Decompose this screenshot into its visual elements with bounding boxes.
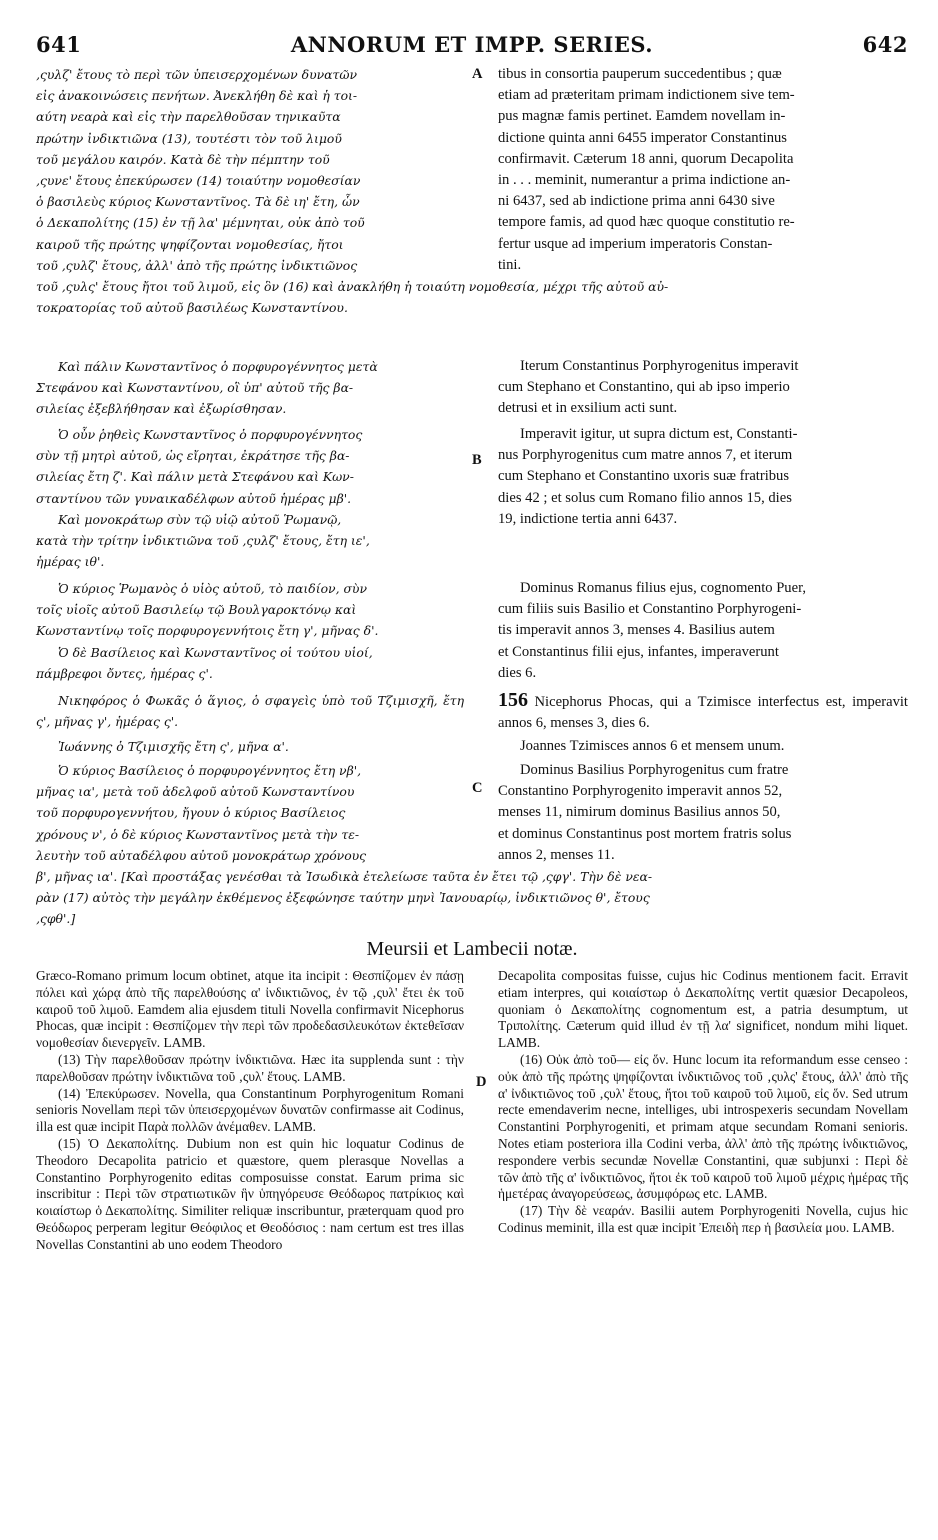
greek-line: πάμβρεφοι ὄντες, ἡμέρας ς'. <box>36 665 213 681</box>
greek-line: ὁ Δεκαπολίτης (15) ἐν τῇ λα' μέμνηται, οὐκ ἀπὸ τοῦ <box>36 215 365 231</box>
greek-line: ‚ςφθ'.] <box>36 911 76 927</box>
section-romanus-puer <box>36 578 908 690</box>
latin-line: dies 42 ; et solus cum Romano filio annos 15, dies <box>498 489 792 506</box>
greek-line: εἰς ἀνακοινώσεις πενήτων. Ἀνεκλήθη δὲ καὶ ἡ τοι- <box>36 88 358 104</box>
section-basil-constantine <box>36 760 908 938</box>
greek-line: ἡμέρας ιθ'. <box>36 554 105 570</box>
latin-column <box>498 760 908 866</box>
latin-column <box>498 356 908 420</box>
page <box>36 32 908 1494</box>
section-nicephorus <box>36 690 908 736</box>
latin-column <box>498 424 908 530</box>
greek-line: σταντίνου τῶν γυναικαδέλφων αὐτοῦ ἡμέρας μβ'. <box>36 490 352 506</box>
greek-column <box>36 578 464 684</box>
greek-line: τοῦ ‚ςυλς' ἔτους ἤτοι τοῦ λιμοῦ, εἰς ὃν (16) καὶ ἀνακλήθη ἡ τοιαύτη νομοθεσία, μέχρι τῆς αὐτοῦ αὐ- <box>36 279 669 294</box>
greek-line: τοῦ μεγάλου καιρόν. Κατὰ δὲ τὴν πέμπτην τοῦ <box>36 151 330 167</box>
latin-line: Dominus Basilius Porphyrogenitus cum fratre <box>520 762 789 778</box>
latin-line: tis imperavit annos 3, menses 4. Basilius autem <box>498 622 775 639</box>
margin-marker-d: D <box>476 1074 487 1090</box>
latin-line: tini. <box>498 256 522 273</box>
margin-marker-b: B <box>472 452 482 468</box>
greek-line: ρὰν (17) αὐτὸς τὴν μεγάλην ἐκθέμενος ἐξεφώνησε ταύτην μηνὶ Ἰανουαρίῳ, ἰνδικτιῶνος θ', ἔτους <box>36 890 650 906</box>
greek-line: σιλείας ἔτη ζ'. Καὶ πάλιν μετὰ Στεφάνου καὶ Κων- <box>36 469 354 485</box>
greek-line: πρώτην ἰνδικτιῶνα (13), τουτέστι τὸν τοῦ λιμοῦ <box>36 130 342 146</box>
latin-line: Iterum Constantinus Porphyrogenitus imperavit <box>520 358 799 374</box>
section-number-156: 156 <box>498 689 528 711</box>
greek-line: χρόνους ν', ὁ δὲ κύριος Κωνσταντῖνος μετὰ τὴν τε- <box>36 826 360 842</box>
note-paragraph: Decapolita compositas fuisse, cujus hic Codinus mentionem facit. Erravit etiam interpres, qui κοιαίστωρ ὁ Δεκαπολίτης vertit quæsior Decapoleos, quoniam ὁ Δεκαπολίτης cognomentum est, a patria desumptum, ut Τριπολίτης. Cæterum quid illud ἐν τῇ λα' significet, nondum mihi liquet. LAMB. <box>498 968 908 1051</box>
notes-right-column <box>498 968 908 1237</box>
greek-line: Ὁ κύριος Ῥωμανὸς ὁ υἱὸς αὐτοῦ, τὸ παιδίον, σὺν <box>58 581 367 596</box>
note-17: (17) Τὴν δὲ νεαράν. Basilii autem Porphyrogeniti Novella, cujus hic Codinus meminit, illa est quæ incipit Ἐπειδὴ περ ἡ βασιλεία μου. LAMB. <box>498 1203 908 1235</box>
greek-line: τοῖς υἱοῖς αὐτοῦ Βασιλείῳ τῷ Βουλγαροκτόνῳ καὶ <box>36 602 357 618</box>
greek-wide-line <box>36 276 908 318</box>
latin-column <box>498 64 908 276</box>
latin-line: nus Porphyrogenitus cum matre annos 7, et iterum <box>498 447 793 464</box>
latin-column <box>498 578 908 684</box>
latin-line: annos 2, menses 11. <box>498 846 615 863</box>
greek-line: αύτη νεαρὰ καὶ εἰς τὴν παρελθοῦσαν τηνικαῦτα <box>36 109 341 125</box>
greek-column <box>36 760 464 866</box>
greek-column: Ἰωάννης ὁ Τζιμισχῆς ἔτη ς', μῆνα α'. <box>58 739 289 754</box>
latin-line: tibus in consortia pauperum succedentibus ; quæ <box>498 66 782 82</box>
greek-line: σὺν τῇ μητρὶ αὐτοῦ, ὡς εἴρηται, ἐκράτησε τῆς βα- <box>36 448 350 464</box>
latin-line: menses 11, nimirum dominus Basilius annos 50, <box>498 804 781 821</box>
note-15: (15) Ὁ Δεκαπολίτης. Dubium non est quin hic loquatur Codinus de Theodoro Decapolita patricio et quæstore, quem plerasque Novellas a Constantino Porphyrogenito editas composuisse constat. Earum prima sic inscribitur : Περὶ τῶν στρατιωτικῶν ἣν ὑπηγόρευσε Θεόδωρος πατρίκιος καὶ κοιαίστωρ ὁ Δεκαπολίτης. Similiter reliquæ inscribuntur, præterquam quod pro Θεόδωρος perperam legitur Θεόφιλος et Θεοδόσιος : nam certum est tres illas Novellas Constantini ab uno eodem Theodoro <box>36 1135 464 1252</box>
greek-line: σιλείας ἐξεβλήθησαν καὶ ἐξωρίσθησαν. <box>36 401 287 417</box>
greek-line: μῆνας ια', μετὰ τοῦ ἀδελφοῦ αὐτοῦ Κωνσταντίνου <box>36 784 355 800</box>
note-13: (13) Τὴν παρελθοῦσαν πρώτην ἰνδικτιῶνα. Hæc ita supplenda sunt : τὴν παρελθοῦσαν πρώτην ἰνδικτιῶνα τοῦ ‚ςυλ' ἔτους. LAMB. <box>36 1051 464 1084</box>
running-head <box>36 32 908 60</box>
notes-title: Meursii et Lambecii notæ. <box>366 938 578 960</box>
greek-line: ὁ βασιλεὺς κύριος Κωνσταντῖνος. Τὰ δὲ ιη' ἔτη, ὧν <box>36 194 360 210</box>
latin-line: tempore famis, ad quod hæc quoque constitutio re- <box>498 214 795 231</box>
latin-line: confirmavit. Cæterum 18 anni, quorum Decapolita <box>498 150 794 167</box>
greek-line: Κωνσταντίνῳ τοῖς πορφυρογεννήτοις ἔτη γ', μῆνας δ'. <box>36 623 379 639</box>
page-number-right: 642 <box>862 32 908 57</box>
greek-line: β', μῆνας ια'. [Καὶ προστάξας γενέσθαι τὰ Ἰσωδικὰ ἐτελείωσε ταῦτα ἐν ἔτει τῷ ‚ςφγ'. Τὴν δὲ νεα- <box>36 869 653 884</box>
greek-column <box>36 64 464 276</box>
latin-line: fertur usque ad imperium imperatoris Constan- <box>498 235 773 252</box>
section-constantine-reign <box>36 424 908 578</box>
latin-line: Imperavit igitur, ut supra dictum est, Constanti- <box>520 426 798 442</box>
greek-line: κατὰ τὴν τρίτην ἰνδικτιῶνα τοῦ ‚ςυλζ' ἔτους, ἔτη ιε', <box>36 533 370 549</box>
latin-column: Joannes Tzimisces annos 6 et mensem unum. <box>520 738 785 754</box>
notes-left-column <box>36 968 464 1254</box>
greek-line: Καὶ πάλιν Κωνσταντῖνος ὁ πορφυρογέννητος μετὰ <box>58 359 378 374</box>
latin-line: dictione quinta anni 6455 imperator Constantinus <box>498 129 787 146</box>
latin-line: cum filiis suis Basilio et Constantino Porphyrogeni- <box>498 601 802 618</box>
latin-line: ni 6437, sed ab indictione prima anni 6430 sive <box>498 193 775 210</box>
latin-line: 19, indictione tertia anni 6437. <box>498 510 678 527</box>
margin-marker-a: A <box>472 66 483 82</box>
latin-line: etiam ad præteritam primam indictionem sive tem- <box>498 87 795 104</box>
greek-line: Ὁ δὲ Βασίλειος καὶ Κωνσταντῖνος οἱ τούτου υἱοί, <box>58 644 373 660</box>
latin-line: pus magnæ famis pertinet. Eamdem novellam in- <box>498 108 786 125</box>
section-tzimisces <box>36 736 908 760</box>
latin-line: cum Stephano et Constantino uxoris suæ fratribus <box>498 468 790 485</box>
running-title: ANNORUM ET IMPP. SERIES. <box>290 32 654 57</box>
latin-line: Dominus Romanus filius ejus, cognomento Puer, <box>520 580 807 596</box>
page-number-left: 641 <box>36 32 82 57</box>
greek-column <box>36 424 464 572</box>
greek-line: λευτὴν τοῦ αὐταδέλφου αὐτοῦ μονοκράτωρ χρόνους <box>36 847 367 863</box>
greek-column: Νικηφόρος ὁ Φωκᾶς ὁ ἅγιος, ὁ σφαγεὶς ὑπὸ τοῦ Τζιμισχῆ, ἔτη ς', μῆνας γ', ἡμέρας ς'. <box>36 693 464 730</box>
latin-line: dies 6. <box>498 664 537 681</box>
greek-line: τοῦ πορφυρογεννήτου, ἤγουν ὁ κύριος Βασίλειος <box>36 805 346 821</box>
greek-line: Ὁ οὖν ῥηθεὶς Κωνσταντῖνος ὁ πορφυρογέννητος <box>58 427 363 442</box>
latin-column <box>498 690 908 734</box>
section-constitution <box>36 64 908 356</box>
latin-text: Nicephorus Phocas, qui a Tzimisce interfectus est, imperavit annos 6, menses 3, dies 6. <box>498 694 908 732</box>
latin-line: et dominus Constantinus post mortem fratris solus <box>498 825 792 842</box>
greek-wide-lines <box>36 866 908 930</box>
latin-line: detrusi et in exsilium acti sunt. <box>498 400 678 417</box>
latin-line: cum Stephano et Constantino, qui ab ipso imperio <box>498 379 790 396</box>
greek-line: τοκρατορίας τοῦ αὐτοῦ βασιλέως Κωνσταντίνου. <box>36 300 348 316</box>
section-constantine-stephen <box>36 356 908 424</box>
greek-line: ‚ςυλζ' ἔτους τὸ περὶ τῶν ὑπεισερχομένων δυνατῶν <box>36 67 357 82</box>
latin-line: in . . . meminit, numerantur a prima indictione an- <box>498 172 791 189</box>
latin-line: et Constantinus filii ejus, infantes, imperaverunt <box>498 643 779 660</box>
note-paragraph: Græco-Romano primum locum obtinet, atque ita incipit : Θεσπίζομεν ἐν πάσῃ πόλει καὶ χώρᾳ ἀπὸ τῆς παρελθούσης α' ἰνδικτιῶνος, ἐν τῷ ‚ςυλ' ἔτει ἐκ τοῦ καιροῦ τοῦ λιμοῦ. Eamdem alia ejusdem tituli Novella confirmavit Nicephorus Phocas, quæ incipit : Θεσπίζομεν τὴν περὶ τῶν προδεδασιλευκότων ἐκτεθεῖσαν νομοθεσίαν διενεργεῖν. LAMB. <box>36 968 464 1051</box>
notes-section <box>36 938 908 1498</box>
greek-line: ‚ςυνε' ἔτους ἐπεκύρωσεν (14) τοιαύτην νομοθεσίαν <box>36 173 361 189</box>
note-16: (16) Οὐκ ἀπὸ τοῦ— εἰς ὅν. Hunc locum ita reformandum esse censeo : οὐκ ἀπὸ τῆς πρώτης ψηφίζονται ἰνδικτιῶνος τοῦ ‚ςυλς' ἔτους, ἀλλ' ἀπὸ τῆς α' ἰνδικτιῶνος τοῦ ‚ςυλ' ἔτους, ἤτοι τοῦ καιροῦ τοῦ λιμοῦ, εἰς ὅν. Sed utrum recte emendaverim necne, intelliges, ubi introspexeris secundam Novellam Constantini Porphyrogeniti, et primam atque secundam Romani senioris. Notes etiam posteriora illa Codini verba, ἀλλ' ἀπὸ τῆς πρώτης ἰνδικτιῶνος, respondere verbis secundæ Novellæ Constantini, quæ subjunxi : Περὶ δὲ τῶν ἀπὸ τῆς α' ἰνδικτιῶνος, ἤτοι ἐκ τοῦ καιροῦ τοῦ λιμοῦ μέχρις ἡμέρας τῆς ἡμετέρας ἀναγορεύσεως, ἀσυμφόρως etc. LAMB. <box>498 1051 908 1202</box>
greek-line: τοῦ ‚ςυλζ' ἔτους, ἀλλ' ἀπὸ τῆς πρώτης ἰνδικτιῶνος <box>36 257 358 273</box>
latin-line: Constantino Porphyrogenito imperavit annos 52, <box>498 783 783 800</box>
greek-line: καιροῦ τῆς πρώτης ψηφίζονται νομοθεσίας, ἤτοι <box>36 236 344 252</box>
greek-line: Καὶ μονοκράτωρ σὺν τῷ υἱῷ αὐτοῦ Ῥωμανῷ, <box>58 511 342 527</box>
margin-marker-c: C <box>472 780 483 796</box>
greek-line: Στεφάνου καὶ Κωνσταντίνου, οἳ ὑπ' αὐτοῦ τῆς βα- <box>36 380 354 396</box>
greek-line: Ὁ κύριος Βασίλειος ὁ πορφυρογέννητος ἔτη νβ', <box>58 763 362 778</box>
note-14: (14) Ἐπεκύρωσεν. Novella, qua Constantinum Porphyrogenitum Romani senioris Novellam περὶ τῶν ὑπεισερχομένων δυνατῶν confirmasse ait Codinus, illa est quæ incipit Παρὰ πολλῶν ἀνέμαθεν. LAMB. <box>36 1085 464 1135</box>
greek-column <box>36 356 464 420</box>
